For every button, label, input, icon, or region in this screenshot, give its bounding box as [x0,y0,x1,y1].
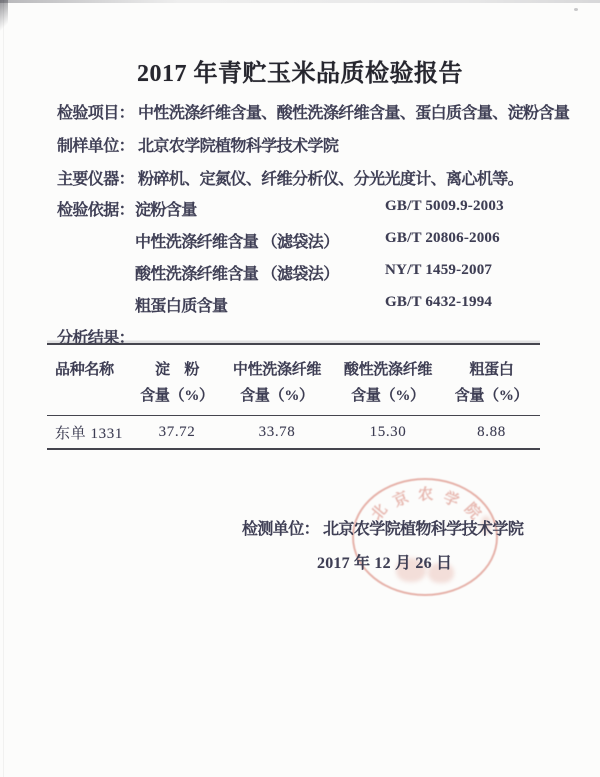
column-header-ndf: 中性洗涤纤维 [232,362,322,378]
column-subheader: 含量（%） [454,388,529,404]
basis-item-standard: GB/T 5009.9-2003 [385,198,504,214]
basis-item-standard: NY/T 1459-2007 [385,262,493,278]
inspection-items-label: 检验项目： [57,105,135,122]
results-table [47,343,540,450]
cell-starch-content: 37.72 [158,423,196,440]
testing-unit-label: 检测单位： [242,521,320,538]
basis-item-standard: GB/T 6432-1994 [385,294,493,310]
column-header-adf: 酸性洗涤纤维 [343,362,433,378]
scan-corner-artifact [0,0,8,36]
basis-item-name: 粗蛋白质含量 [135,298,228,315]
report-title: 2017 年青贮玉米品质检验报告 [137,61,463,87]
column-subheader: 含量（%） [140,388,214,404]
seal-arc-char: 学 [440,489,461,511]
cell-crude-protein-content: 8.88 [477,423,506,440]
basis-item-name: 中性洗涤纤维含量 （滤袋法） [135,234,339,251]
basis-item-name: 酸性洗涤纤维含量 （滤袋法） [135,266,339,283]
testing-unit-line [242,516,523,539]
column-subheader [47,384,133,406]
column-subheader: 含量（%） [240,388,314,404]
results-table-header [47,345,540,416]
main-instruments-line [57,166,523,189]
scan-left-edge-artifact [3,0,4,777]
cell-ndf-content: 33.78 [258,423,296,440]
main-instruments-value: 粉碎机、定氮仪、纤维分析仪、分光光度计、离心机等。 [138,171,524,188]
seal-arc-char: 院 [461,500,484,523]
testing-unit-value: 北京农学院植物科学技术学院 [323,521,524,538]
basis-label: 检验依据： [57,202,135,219]
column-subheader: 含量（%） [351,388,425,404]
analysis-results-label: 分析结果： [57,330,135,347]
basis-item-standard: GB/T 20806-2006 [385,230,500,246]
table-row [47,416,540,450]
column-header-variety: 品种名称 [55,362,114,378]
seal-arc-char: 北 [368,501,391,524]
cell-adf-content: 15.30 [369,423,407,440]
sampling-unit-label: 制样单位： [57,138,135,155]
scan-edge-artifact [0,0,600,3]
main-instruments-label: 主要仪器： [57,171,135,188]
cell-variety-name: 东单 1331 [55,425,123,442]
inspection-items-line [57,100,569,123]
column-header-starch: 淀 粉 [154,362,200,378]
basis-item-name: 淀粉含量 [135,202,197,219]
scan-speck-artifact [574,8,578,11]
column-header-crude-protein: 粗蛋白 [469,362,514,378]
inspection-items-value: 中性洗涤纤维含量、酸性洗涤纤维含量、蛋白质含量、淀粉含量 [138,105,570,122]
seal-arc-char: 京 [390,489,412,511]
seal-arc-char: 农 [417,486,434,504]
sampling-unit-value: 北京农学院植物科学技术学院 [138,138,339,155]
report-date: 2017 年 12 月 26 日 [317,555,453,572]
sampling-unit-line [57,133,338,156]
